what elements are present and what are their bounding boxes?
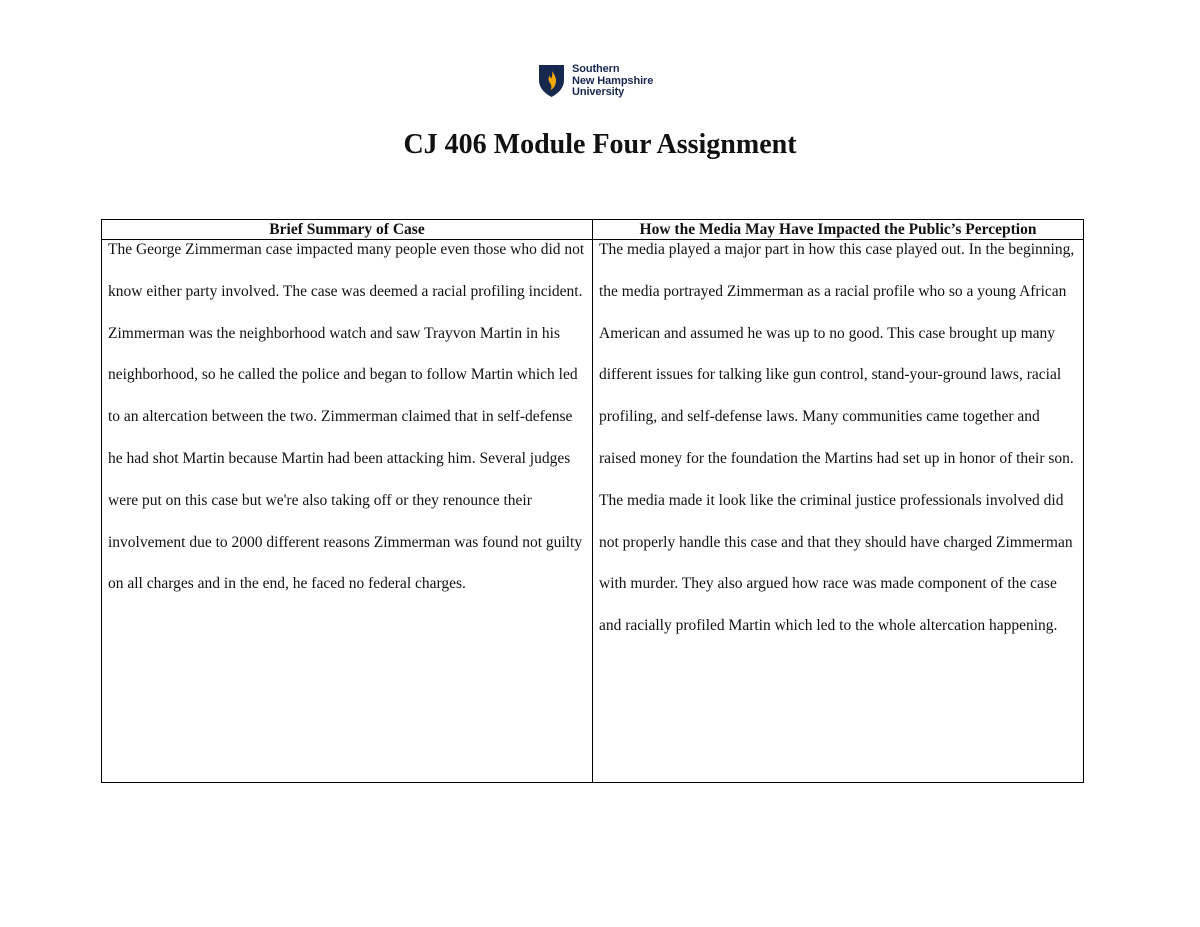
logo-line-3: University	[572, 86, 625, 98]
document-title: CJ 406 Module Four Assignment	[403, 129, 797, 160]
snhu-shield-icon	[538, 64, 565, 98]
logo-wordmark	[572, 64, 653, 99]
logo-line-1: Southern	[572, 63, 620, 75]
summary-text: The George Zimmerman case impacted many people even those who did not know either party involved. The case was deemed a racial profiling incident. Zimmerman was the neighborhood watch and saw Trayvon Martin in his neighborhood, so he called the police and began to follow Martin which led to an altercation between the two. Zimmerman claimed that in self-defense he had shot Martin because Martin had been attacking him. Several judges were put on this case but we're also taking off or they renounce their involvement due to 2000 different reasons Zimmerman was found not guilty on all charges and in the end, he faced no federal charges.	[108, 241, 585, 593]
university-logo	[538, 64, 653, 99]
media-impact-cell	[593, 240, 1084, 783]
header-brief-summary: Brief Summary of Case	[102, 220, 593, 240]
case-table	[101, 219, 1084, 783]
header-media-impact: How the Media May Have Impacted the Public’s Perception	[593, 220, 1084, 240]
table-row	[102, 240, 1084, 783]
media-impact-text: The media played a major part in how this case played out. In the beginning, the media portrayed Zimmerman as a racial profile who so a young African American and assumed he was up to no good. This case brought up many different issues for talking like gun control, stand-your-ground laws, racial profiling, and self-defense laws. Many communities came together and raised money for the foundation the Martins had set up in honor of their son. The media made it look like the criminal justice professionals involved did not properly handle this case and that they should have charged Zimmerman with murder. They also argued how race was made component of the case and racially profiled Martin which led to the whole altercation happening.	[599, 241, 1075, 635]
summary-cell	[102, 240, 593, 783]
logo-line-2: New Hampshire	[572, 74, 654, 87]
